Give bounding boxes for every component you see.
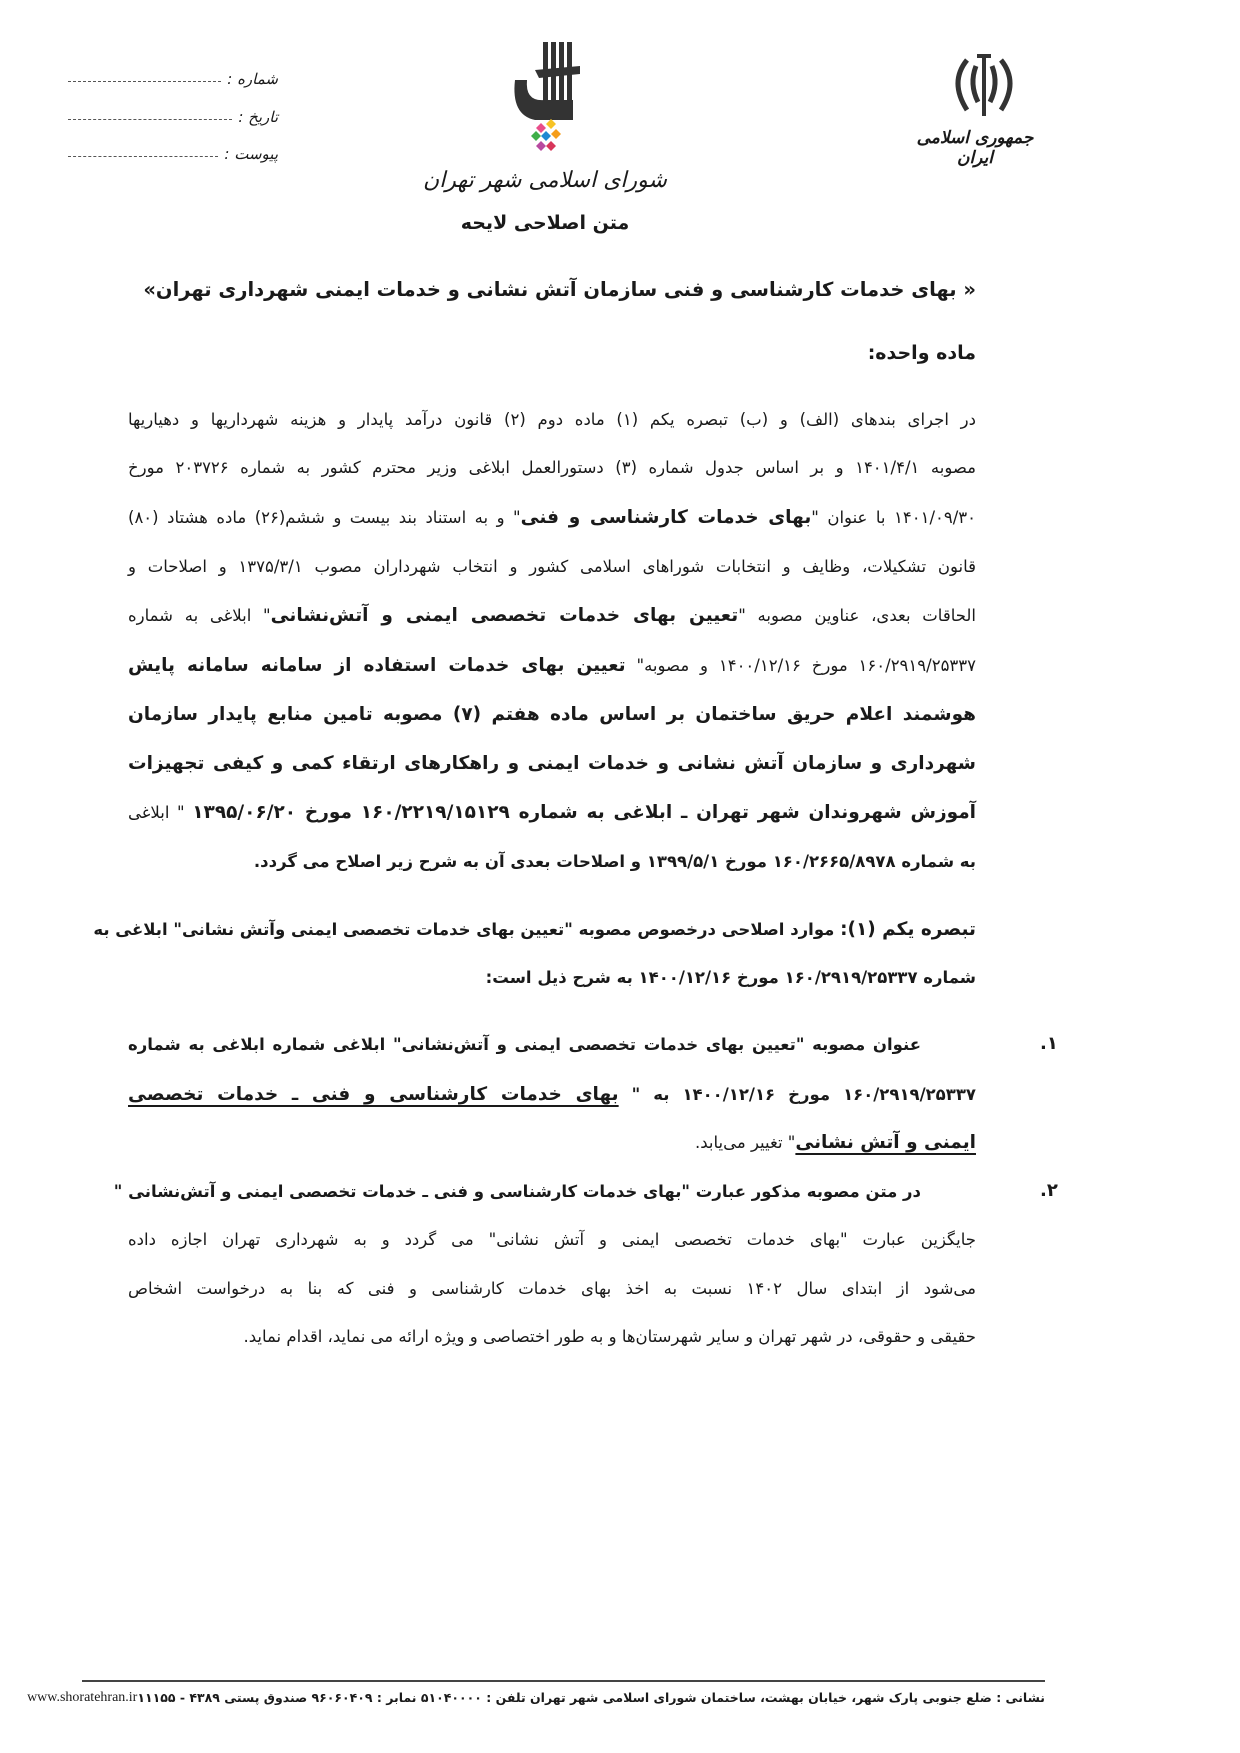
number-label: شماره : — [227, 70, 278, 88]
date-field — [68, 108, 278, 126]
paragraph-line — [128, 651, 976, 681]
bold-text: به شماره ۱۶۰/۲۶۶۵/۸۹۷۸ مورخ ۱۳۹۹/۵/۱ و اصلاحات بعدی آن به شرح زیر اصلاح می گردد. — [253, 852, 976, 871]
bold-text: شماره ۱۶۰/۲۹۱۹/۲۵۳۳۷ مورخ ۱۴۰۰/۱۲/۱۶ به شرح ذیل است: — [485, 968, 976, 987]
text: مصوبه ۱۴۰۱/۴/۱ و بر اساس جدول شماره (۳) دستورالعمل ابلاغی وزیر محترم کشور به شماره ۲۰۳۷۲۶ مورخ — [128, 458, 976, 477]
bold-text: هوشمند اعلام حریق ساختمان بر اساس ماده هفتم (۷) مصوبه تامین منابع پایدار سازمان — [128, 704, 977, 725]
text: " و به استناد بند بیست و ششم(۲۶) ماده هشتاد (۸۰) — [128, 508, 521, 527]
list-item-line — [128, 1274, 976, 1304]
date-label: تاریخ : — [238, 108, 278, 126]
footer-website[interactable]: www.shoratehran.ir — [27, 1690, 138, 1705]
iran-emblem-icon — [945, 52, 1023, 124]
text: الحاقات بعدی، عناوین مصوبه " — [738, 606, 977, 625]
logo-diamond — [536, 141, 546, 151]
paragraph-line — [128, 749, 976, 779]
note-line — [128, 963, 976, 993]
bold-text: آموزش شهروندان شهر تهران ـ ابلاغی به شماره ۱۶۰/۲۲۱۹/۱۵۱۲۹ مورخ ۱۳۹۵/۰۶/۲۰ — [192, 802, 977, 823]
text: حقیقی و حقوقی، در شهر تهران و سایر شهرستان‌ها و به طور اختصاصی و ویژه ارائه می نماید، اقدام نماید. — [243, 1327, 976, 1346]
text: ۱۴۰۱/۰۹/۳۰ با عنوان " — [811, 508, 977, 527]
paragraph-line — [128, 601, 976, 631]
text: می‌شود از ابتدای سال ۱۴۰۲ نسبت به اخذ بهای خدمات کارشناسی و فنی که بنا به درخواست اشخاص — [128, 1279, 976, 1298]
list-item-line — [128, 1128, 976, 1158]
bold-text: تعیین بهای خدمات تخصصی ایمنی و آتش‌نشانی — [270, 605, 739, 626]
tehran-council-logo — [505, 40, 595, 165]
paragraph-line — [128, 503, 976, 533]
logo-diamond — [546, 119, 556, 129]
bold-text: ایمنی و آتش نشانی — [795, 1132, 976, 1153]
footer — [27, 1690, 1045, 1706]
text: " ابلاغی به شماره — [128, 606, 271, 625]
attachment-label: پیوست : — [224, 145, 278, 163]
bold-text: بهای خدمات کارشناسی و فنی — [520, 507, 812, 528]
attachment-blank — [68, 145, 218, 157]
attachment-field — [68, 145, 278, 163]
note-line — [93, 915, 976, 945]
footer-divider — [82, 1680, 1045, 1682]
paragraph-line — [128, 798, 976, 828]
bold-text: تبصره یکم (۱): — [840, 919, 976, 940]
text: " ابلاغی — [128, 803, 193, 822]
list-item-line — [113, 1177, 921, 1207]
paragraph-line — [128, 552, 976, 582]
bold-text: تعیین بهای خدمات استفاده از سامانه سامانه پایش — [128, 655, 626, 676]
bold-text: بهای خدمات کارشناسی و فنی ـ خدمات تخصصی — [128, 1084, 619, 1105]
number-field — [68, 70, 278, 88]
document-type: متن اصلاحی لایحه — [460, 212, 630, 234]
text: " تغییر می‌یابد. — [694, 1133, 796, 1152]
council-name: شورای اسلامی شهر تهران — [423, 168, 667, 193]
list-item-line — [128, 1080, 976, 1110]
list-item-number: ۲. — [1040, 1180, 1058, 1201]
bold-text: ۱۶۰/۲۹۱۹/۲۵۳۳۷ مورخ ۱۴۰۰/۱۲/۱۶ به " — [618, 1085, 976, 1104]
text: قانون تشکیلات، وظایف و انتخابات شوراهای اسلامی کشور و انتخاب شهرداران مصوب ۱۳۷۵/۳/۱ و اصلاحات و — [128, 557, 976, 576]
paragraph-line — [128, 453, 976, 483]
bold-text: شهرداری و سازمان آتش نشانی و خدمات ایمنی و راهکارهای ارتقاء کمی و کیفی تجهیزات — [128, 753, 976, 774]
footer-address: نشانی : ضلع جنوبی پارک شهر، خیابان بهشت، ساختمان شورای اسلامی شهر تهران تلفن : ۵۱۰۴۰۰۰۰ نمابر : ۹۶۰۶۰۴۰۹ صندوق پستی ۴۳۸۹ - ۱۱۱۵۵ — [137, 1690, 1045, 1705]
logo-diamond — [541, 131, 551, 141]
bold-text: در متن مصوبه مذکور عبارت "بهای خدمات کارشناسی و فنی ـ خدمات تخصصی ایمنی و آتش‌نشانی " — [113, 1182, 921, 1201]
paragraph-line — [128, 700, 976, 730]
date-blank — [68, 108, 232, 120]
text: جایگزین عبارت "بهای خدمات تخصصی ایمنی و آتش نشانی" می گردد و به شهرداری تهران اجازه داده — [128, 1230, 976, 1249]
paragraph-line — [128, 847, 976, 877]
bold-text: موارد اصلاحی درخصوص مصوبه "تعیین بهای خدمات تخصصی ایمنی وآتش نشانی" ابلاغی به — [93, 920, 841, 939]
list-item-line — [128, 1030, 921, 1060]
text: ۱۶۰/۲۹۱۹/۲۵۳۳۷ مورخ ۱۴۰۰/۱۲/۱۶ و مصوبه" — [625, 656, 977, 675]
text: در اجرای بندهای (الف) و (ب) تبصره یکم (۱) ماده دوم (۲) قانون درآمد پایدار و هزینه شهرداریها و دهیاریها — [128, 410, 976, 429]
logo-diamond — [551, 129, 561, 139]
list-item-number: ۱. — [1040, 1033, 1058, 1054]
paragraph-line — [128, 405, 976, 435]
bold-text: عنوان مصوبه "تعیین بهای خدمات تخصصی ایمنی و آتش‌نشانی" ابلاغی شماره ابلاغی به شماره — [128, 1035, 921, 1054]
number-blank — [68, 70, 221, 82]
document-title: « بهای خدمات کارشناسی و فنی سازمان آتش نشانی و خدمات ایمنی شهرداری تهران» — [143, 278, 976, 301]
logo-diamond — [536, 123, 546, 133]
logo-diamond — [531, 131, 541, 141]
emblem-caption: جمهوری اسلامی ایران — [916, 128, 1034, 168]
logo-diamond — [546, 141, 556, 151]
list-item-line — [128, 1225, 976, 1255]
section-heading: ماده واحده: — [867, 342, 976, 364]
list-item-line — [128, 1322, 976, 1352]
